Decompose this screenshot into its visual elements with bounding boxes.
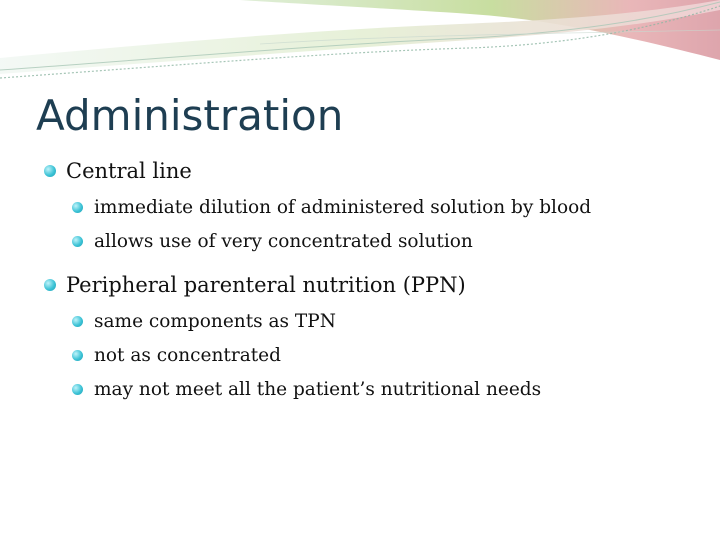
sub-bullet-same-components xyxy=(72,308,704,336)
sub-bullet-text: may not meet all the patient’s nutritional needs xyxy=(94,379,542,400)
sub-bullet-text: not as concentrated xyxy=(94,345,281,366)
sub-bullet-not-concentrated xyxy=(72,342,704,370)
bullet-dot-icon xyxy=(44,165,56,177)
bullet-dot-icon xyxy=(72,350,83,361)
bullet-dot-icon xyxy=(44,279,56,291)
sub-bullet-text: allows use of very concentrated solution xyxy=(94,231,473,252)
slide-title: Administration xyxy=(36,91,344,140)
bullet-dot-icon xyxy=(72,316,83,327)
bullet-dot-icon xyxy=(72,384,83,395)
sub-bullet-text: same components as TPN xyxy=(94,311,336,332)
bullet-text: Peripheral parenteral nutrition (PPN) xyxy=(66,273,466,297)
bullet-text: Central line xyxy=(66,159,192,183)
bullet-dot-icon xyxy=(72,202,83,213)
sub-bullet-nutritional-needs xyxy=(72,376,704,404)
bullet-central-line xyxy=(44,156,704,186)
sub-bullet-immediate-dilution xyxy=(72,194,704,222)
bullet-list xyxy=(44,156,704,404)
bullet-ppn xyxy=(44,270,704,300)
bullet-dot-icon xyxy=(72,236,83,247)
sub-bullet-concentrated-solution xyxy=(72,228,704,256)
sub-bullet-text: immediate dilution of administered solution by blood xyxy=(94,197,592,218)
